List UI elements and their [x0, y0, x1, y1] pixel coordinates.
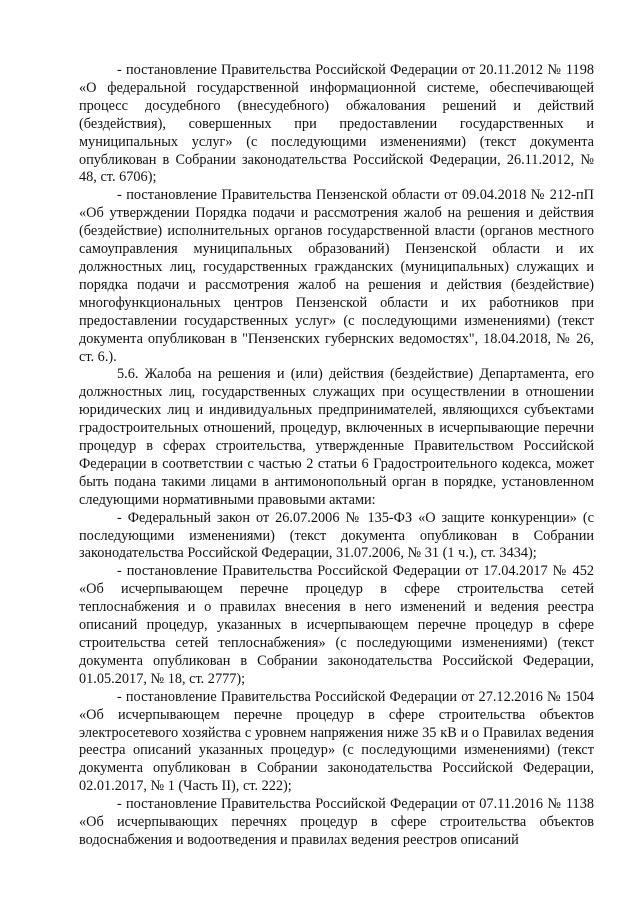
paragraph-resolution-452: - постановление Правительства Российской Федерации от 17.04.2017 № 452 «Об исчерпывающем перечне процедур в сфере строительства сетей теплоснабжения и о правилах внесения в него изменений и ведения реестра описаний процедур, указанных в исчерпывающем перечне процедур в сфере строительства сетей теплоснабжения» (с последующими изменениями) (текст документа опубликован в Собрании законодательства Российской Федерации, 01.05.2017, № 18, ст. 2777);	[79, 563, 594, 687]
paragraph-resolution-1504: - постановление Правительства Российской Федерации от 27.12.2016 № 1504 «Об исчерпывающем перечне процедур в сфере строительства объектов электросетевого хозяйства с уровнем напряжения ниже 35 кВ и о Правилах ведения реестра описаний указанных процедур» (с последующими изменениями) (текст документа опубликован в Собрании законодательства Российской Федерации, 02.01.2017, № 1 (Часть II), ст. 222);	[79, 688, 594, 795]
paragraph-federal-law-135-fz: - Федеральный закон от 26.07.2006 № 135-ФЗ «О защите конкуренции» (с последующими изменениями) (текст документа опубликован в Собрании законодательства Российской Федерации, 31.07.2006, № 31 (1 ч.), ст. 3434);	[79, 509, 594, 562]
paragraph-resolution-1198: - постановление Правительства Российской Федерации от 20.11.2012 № 1198 «О федеральной государственной информационной системе, обеспечивающей процесс досудебного (внесудебного) обжалования решений и действий (бездействия), совершенных при предоставлении государственных и муниципальных услуг» (с последующими изменениями) (текст документа опубликован в Собрании законодательства Российской Федерации, 26.11.2012, № 48, ст. 6706);	[79, 62, 594, 186]
paragraph-resolution-1138: - постановление Правительства Российской Федерации от 07.11.2016 № 1138 «Об исчерпывающих перечнях процедур в сфере строительства объектов водоснабжения и водоотведения и правилах ведения реестров описаний	[79, 796, 594, 848]
paragraph-section-5-6: 5.6. Жалоба на решения и (или) действия (бездействие) Департамента, его должностных лиц, государственных служащих при осуществлении в отношении юридических лиц и индивидуальных предпринимателей, являющихся субъектами градостроительных отношений, процедур, включенных в исчерпывающие перечни процедур в сферах строительства, утвержденные Правительством Российской Федерации в соответствии с частью 2 статьи 6 Градостроительного кодекса, может быть подана такими лицами в антимонопольный орган в порядке, установленном следующими нормативными правовыми актами:	[79, 366, 594, 508]
paragraph-resolution-212-pp: - постановление Правительства Пензенской области от 09.04.2018 № 212-пП «Об утверждении Порядка подачи и рассмотрения жалоб на решения и действия (бездействие) исполнительных органов государственной власти (органов местного самоуправления муниципальных образований) Пензенской области и их должностных лиц, государственных гражданских (муниципальных) служащих и порядка подачи и рассмотрения жалоб на решения и действия (бездействие) многофункциональных центров Пензенской области и их работников при предоставлении государственных услуг» (с последующими изменениями) (текст документа опубликован в "Пензенских губернских ведомостях", 18.04.2018, № 26, ст. 6.).	[79, 187, 594, 365]
